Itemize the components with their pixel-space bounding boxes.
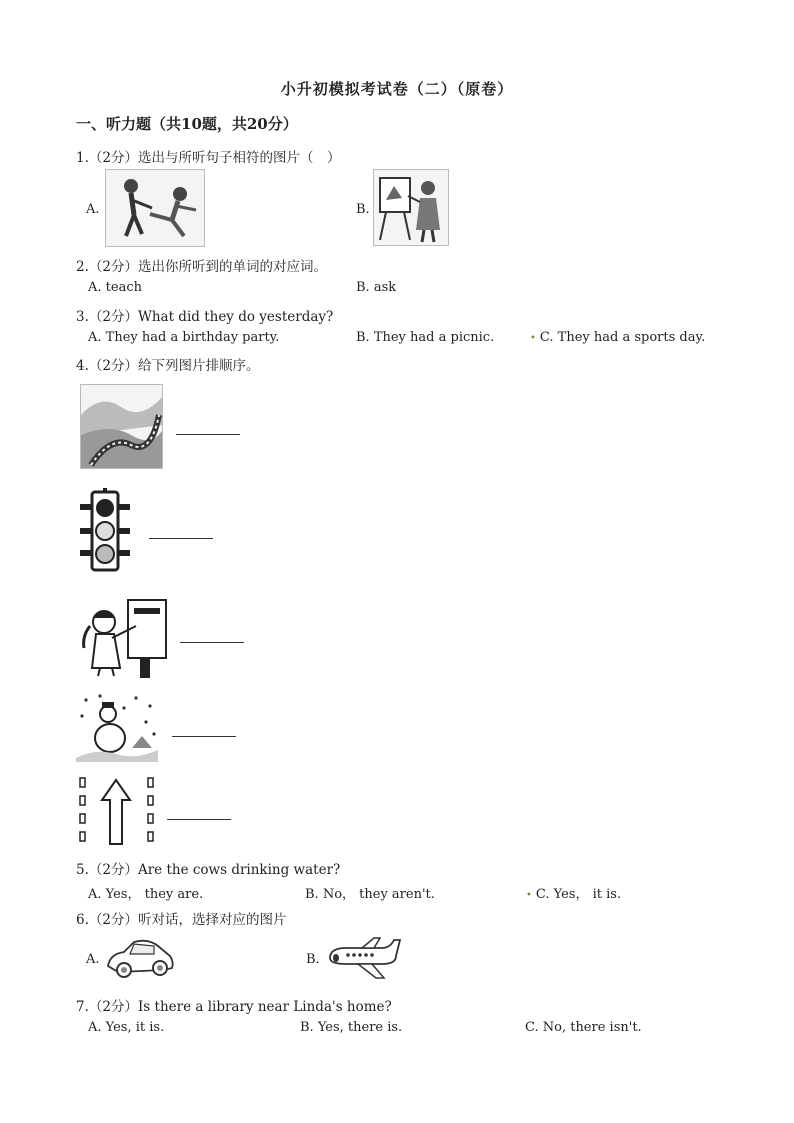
q3-option-a[interactable]: A. They had a birthday party. — [88, 330, 280, 345]
question-2-stem: 2.（2分）选出你所听到的单词的对应词。 — [76, 259, 327, 275]
car-icon[interactable] — [104, 934, 176, 984]
bullet-dot: • — [526, 890, 532, 901]
traffic-light-icon — [80, 488, 132, 572]
answer-blank-2[interactable] — [149, 538, 213, 539]
q5-option-c-text: C. Yes， it is. — [535, 887, 622, 902]
answer-blank-1[interactable] — [176, 434, 240, 435]
great-wall-icon — [80, 384, 163, 469]
question-5-stem: 5.（2分）Are the cows drinking water? — [76, 862, 341, 878]
q2-option-b[interactable]: B. ask — [356, 280, 397, 295]
q7-option-c[interactable]: C. No, there isn't. — [525, 1020, 642, 1035]
snowman-icon — [76, 692, 158, 762]
q3-option-c-text: C. They had a sports day. — [539, 330, 706, 345]
q6-option-b-label[interactable]: B. — [306, 952, 320, 967]
q1-option-b-label[interactable]: B. — [356, 202, 370, 217]
q2-option-a[interactable]: A. teach — [88, 280, 142, 295]
q5-option-a[interactable]: A. Yes， they are. — [88, 887, 204, 902]
q3-option-c[interactable] — [530, 330, 705, 345]
question-7-stem: 7.（2分）Is there a library near Linda's home? — [76, 999, 392, 1015]
go-straight-arrow-icon — [78, 776, 158, 846]
question-4-stem: 4.（2分）给下列图片排顺序。 — [76, 358, 260, 374]
q7-option-b[interactable]: B. Yes, there is. — [300, 1020, 403, 1035]
question-1-stem: 1.（2分）选出与所听句子相符的图片（ ） — [76, 150, 341, 166]
skating-children-icon[interactable] — [105, 169, 205, 247]
q7-option-a[interactable]: A. Yes, it is. — [88, 1020, 165, 1035]
bullet-dot: • — [530, 333, 536, 344]
q6-option-a-label[interactable]: A. — [86, 952, 100, 967]
section-heading: 一、听力题（共10题，共20分） — [76, 115, 298, 133]
q5-option-c[interactable] — [526, 883, 621, 902]
page-title: 小升初模拟考试卷（二）（原卷） — [280, 80, 514, 98]
airplane-icon[interactable] — [324, 934, 404, 982]
mailbox-girl-icon — [76, 596, 168, 678]
answer-blank-4[interactable] — [172, 736, 236, 737]
answer-blank-5[interactable] — [167, 819, 231, 820]
question-3-stem: 3.（2分）What did they do yesterday? — [76, 309, 334, 325]
painting-girl-icon[interactable] — [373, 169, 449, 246]
question-6-stem: 6.（2分）听对话，选择对应的图片 — [76, 912, 287, 928]
q5-option-b[interactable]: B. No， they aren't. — [305, 887, 435, 902]
answer-blank-3[interactable] — [180, 642, 244, 643]
q1-option-a-label[interactable]: A. — [86, 202, 100, 217]
q3-option-b[interactable]: B. They had a picnic. — [356, 330, 495, 345]
